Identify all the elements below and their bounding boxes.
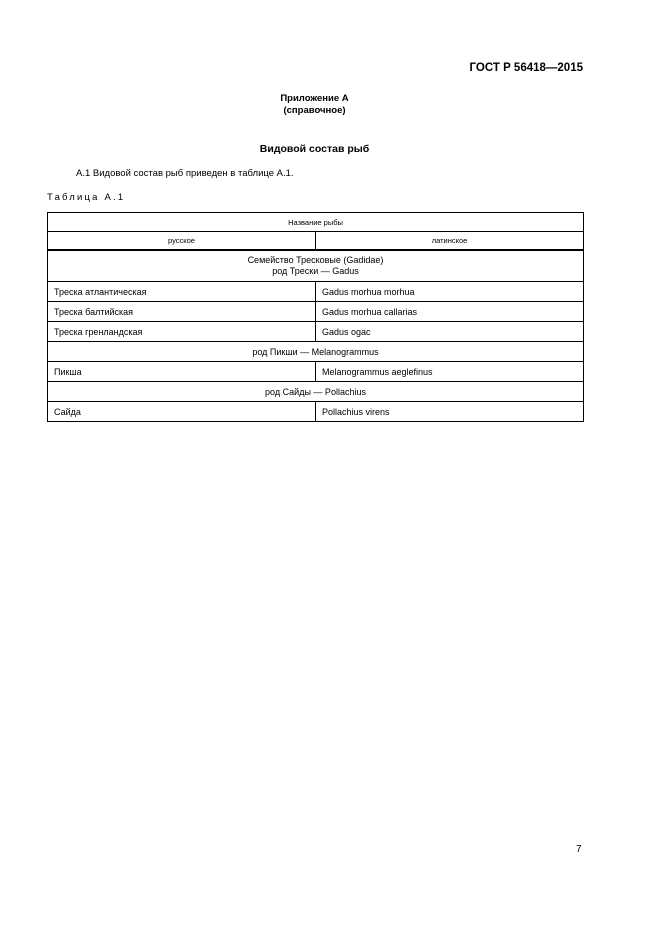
table-row [48,302,584,322]
species-latin: Gadus ogac [316,322,584,342]
section-title: Видовой состав рыб [259,143,370,155]
fish-species-table [47,212,584,422]
table-row [48,282,584,302]
genus-name: род Сайды — Pollachius [48,382,584,402]
species-latin: Gadus morhua callarias [316,302,584,322]
header-latin: латинское [316,232,584,251]
table-row [48,362,584,382]
species-russian: Треска гренландская [48,322,316,342]
genus-row [48,382,584,402]
genus-row [48,342,584,362]
annex-heading [0,93,629,117]
species-russian: Пикша [48,362,316,382]
species-latin: Pollachius virens [316,402,584,422]
table-row [48,322,584,342]
header-russian: русское [48,232,316,251]
family-cell [48,250,584,282]
table-header-row [48,213,584,232]
table-row [48,402,584,422]
document-code: ГОСТ Р 56418—2015 [469,62,583,74]
intro-paragraph: А.1 Видовой состав рыб приведен в таблице А.1. [76,168,294,179]
genus-name: род Трески — Gadus [272,266,359,276]
family-row [48,250,584,282]
page-number: 7 [576,844,582,855]
header-fish-name: Название рыбы [48,213,584,232]
genus-name: род Пикши — Melanogrammus [48,342,584,362]
species-russian: Треска атлантическая [48,282,316,302]
table-caption: Таблица А.1 [47,192,126,203]
annex-subtitle: (справочное) [283,105,346,116]
species-latin: Gadus morhua morhua [316,282,584,302]
species-russian: Сайда [48,402,316,422]
family-name: Семейство Тресковые (Gadidae) [247,255,384,265]
species-russian: Треска балтийская [48,302,316,322]
annex-title: Приложение А [280,93,349,104]
species-latin: Melanogrammus aeglefinus [316,362,584,382]
table-subheader-row [48,232,584,251]
